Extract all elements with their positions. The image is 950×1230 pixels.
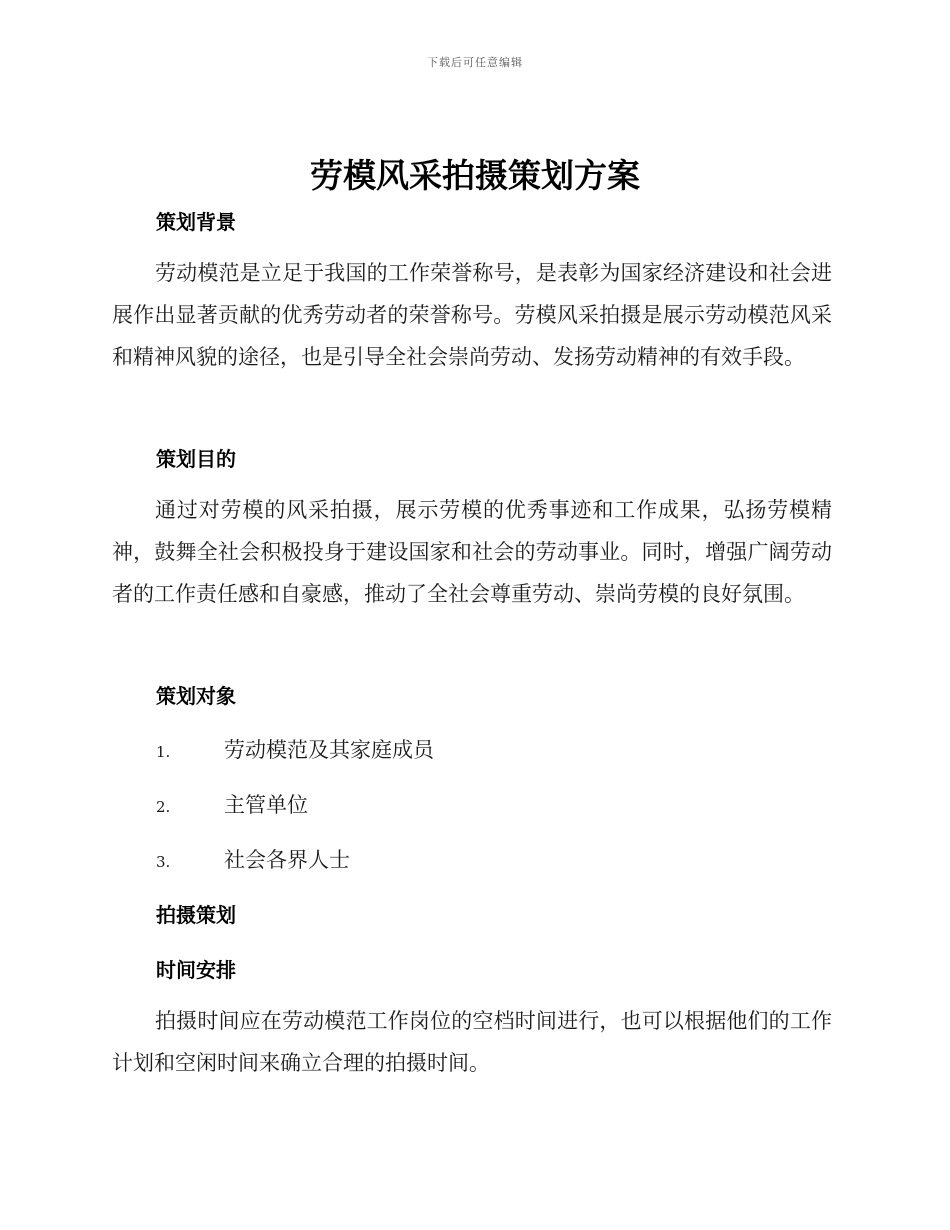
heading-targets: 策划对象 [156,684,236,708]
list-item [156,844,350,874]
list-item-text: 社会各界人士 [224,848,350,872]
list-item-number: 1. [156,743,171,761]
list-item-text: 劳动模范及其家庭成员 [224,738,434,762]
list-item [156,789,308,819]
paragraph-schedule: 拍摄时间应在劳动模范工作岗位的空档时间进行，也可以根据他们的工作计划和空闲时间来确立合理的拍摄时间。 [112,1009,832,1075]
heading-background: 策划背景 [156,210,236,234]
paragraph-background: 劳动模范是立足于我国的工作荣誉称号，是表彰为国家经济建设和社会进展作出显著贡献的优秀劳动者的荣誉称号。劳模风采拍摄是展示劳动模范风采和精神风貌的途径，也是引导全社会崇尚劳动、发扬劳动精神的有效手段。 [112,261,832,369]
list-item-text: 主管单位 [224,793,308,817]
header-note: 下载后可任意编辑 [427,56,523,69]
paragraph-purpose: 通过对劳模的风采拍摄，展示劳模的优秀事迹和工作成果，弘扬劳模精神，鼓舞全社会积极投身于建设国家和社会的劳动事业。同时，增强广阔劳动者的工作责任感和自豪感，推动了全社会尊重劳动、崇尚劳模的良好氛围。 [112,498,832,606]
document-title: 劳模风采拍摄策划方案 [310,156,640,195]
list-item-number: 2. [156,798,171,816]
heading-shooting: 拍摄策划 [156,903,236,927]
heading-purpose: 策划目的 [156,447,236,471]
heading-schedule: 时间安排 [156,958,236,982]
list-item-number: 3. [156,853,171,871]
list-item [156,734,434,764]
